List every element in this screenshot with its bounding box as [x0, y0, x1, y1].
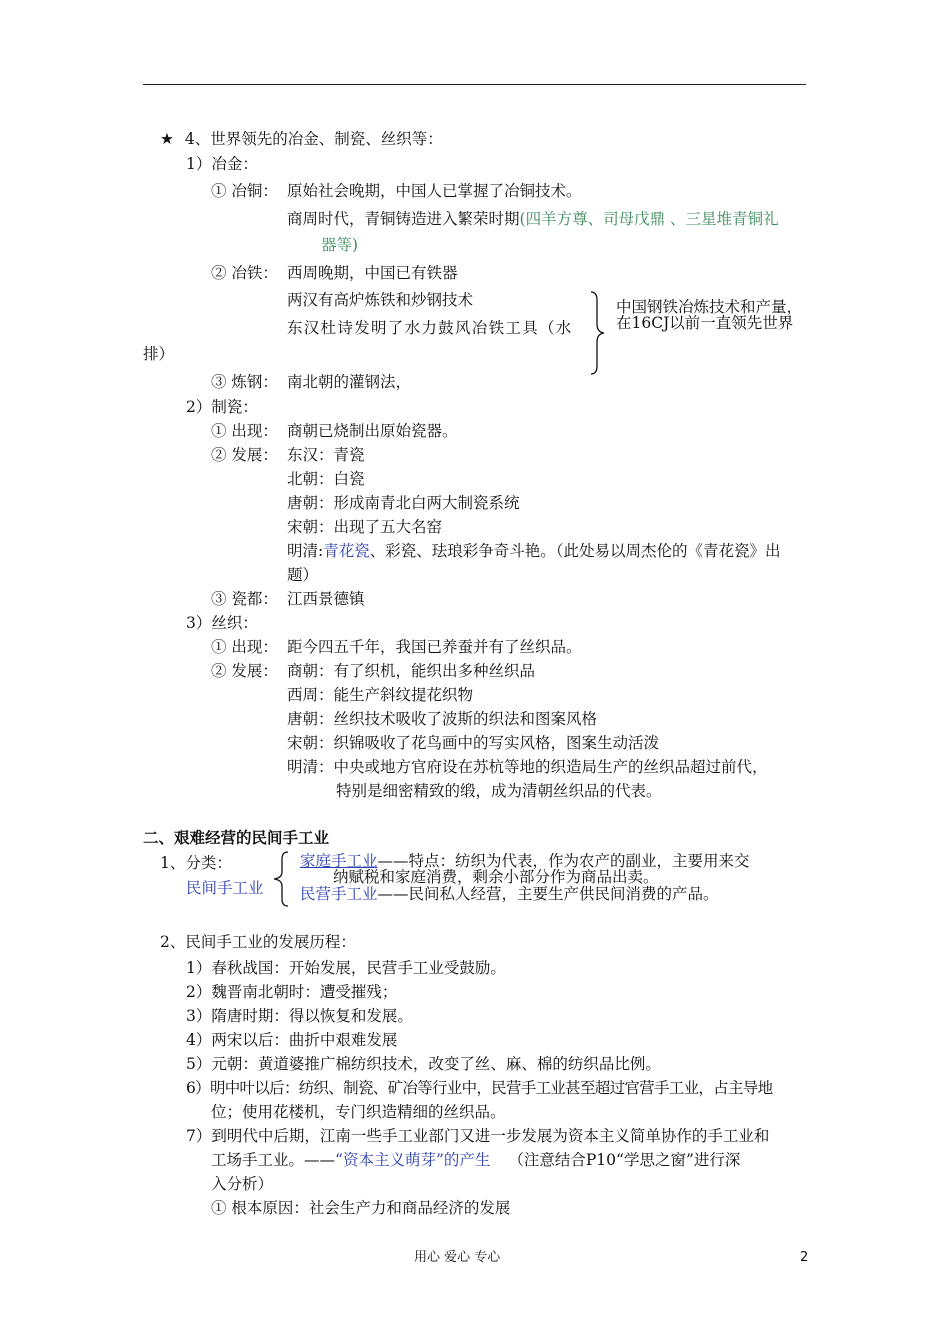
licheng-item-6: 6）明中叶以后：纺织、制瓷、矿冶等行业中，民营手工业甚至超过官营手工业，占主导地	[186, 1079, 773, 1097]
licheng-item-1: 1）春秋战国：开始发展，民营手工业受鼓励。	[186, 959, 506, 977]
fenlei-label: 1、分类：	[160, 854, 232, 872]
zhici-fazhan-label: ② 发展：	[211, 446, 278, 464]
sizhi-fazhan-label: ② 发展：	[211, 662, 278, 680]
sizhi-fazhan-4: 宋朝：织锦吸收了花鸟画中的写实风格，图案生动活泼	[287, 734, 660, 752]
section-2-title: 二、艰难经营的民间手工业	[143, 828, 330, 847]
gang-line-1: 南北朝的灌钢法，	[287, 373, 412, 391]
header-rule	[143, 84, 806, 85]
jiating-line-2: 纳赋税和家庭消费，剩余小部分作为商品出卖。	[333, 868, 659, 886]
cidu-label: ③ 瓷都：	[211, 590, 278, 608]
yejin-heading: 1）冶金：	[186, 155, 258, 173]
tie-note-1: 中国钢铁冶炼技术和产量，	[616, 298, 803, 316]
zhici-fazhan-5: 明清:青花瓷、彩瓷、珐琅彩争奇斗艳。（此处易以周杰伦的《青花瓷》出	[287, 542, 781, 560]
tong-note-cont: 器等)	[321, 236, 359, 254]
zhici-fazhan-1: 东汉：青瓷	[287, 446, 365, 464]
sizhi-fazhan-3: 唐朝：丝织技术吸收了波斯的织法和图案风格	[287, 710, 598, 728]
sizhi-heading: 3）丝织：	[186, 614, 258, 632]
jiating-label: 家庭手工业	[300, 852, 378, 870]
tong-line-2: 商周时代，青铜铸造进入繁荣时期(四羊方尊、司母戊鼎 、三星堆青铜礼	[287, 210, 779, 228]
cidu: 江西景德镇	[287, 590, 365, 608]
gang-label: ③ 炼钢：	[211, 373, 278, 391]
page-number: 2	[800, 1250, 809, 1265]
tong-line-1: 原始社会晚期，中国人已掌握了冶铜技术。	[287, 182, 582, 200]
tie-line-2: 两汉有高炉炼铁和炒钢技术	[287, 291, 474, 309]
qinghuaci-link: 青花瓷	[323, 542, 370, 560]
tie-line-3-cont: 排）	[143, 345, 175, 363]
licheng-item-6-cont: 位；使用花楼机，专门织造精细的丝织品。	[211, 1103, 506, 1121]
tong-label: ① 冶铜：	[211, 182, 278, 200]
licheng-item-2: 2）魏晋南北朝时：遭受摧残；	[186, 983, 398, 1001]
minjian-label: 民间手工业	[186, 879, 264, 897]
tie-note-2: 在16CJ以前一直领先世界	[616, 314, 794, 332]
licheng-item-4: 4）两宋以后：曲折中艰难发展	[186, 1031, 398, 1049]
jiating-line-1: 家庭手工业——特点：纺织为代表，作为农产的副业，主要用来交	[300, 852, 750, 870]
licheng-title: 2、民间手工业的发展历程：	[160, 933, 356, 951]
zhici-fazhan-4: 宋朝：出现了五大名窑	[287, 518, 443, 536]
minying-line: 民营手工业——民间私人经营，主要生产供民间消费的产品。	[300, 885, 719, 903]
tie-line-3: 东汉杜诗发明了水力鼓风冶铁工具（水	[287, 319, 573, 337]
curly-brace-icon	[588, 290, 608, 376]
zhici-chuxian: 商朝已烧制出原始瓷器。	[287, 422, 458, 440]
licheng-item-3: 3）隋唐时期：得以恢复和发展。	[186, 1007, 413, 1025]
licheng-item-7-cont2: 入分析）	[211, 1175, 274, 1193]
sizhi-fazhan-5-cont: 特别是细密精致的缎，成为清朝丝织品的代表。	[336, 782, 662, 800]
zhici-chuxian-label: ① 出现：	[211, 422, 278, 440]
tong-note: (四羊方尊、司母戊鼎 、三星堆青铜礼	[519, 210, 779, 228]
sizhi-chuxian-label: ① 出现：	[211, 638, 278, 656]
footer-motto: 用心 爱心 专心	[414, 1250, 501, 1265]
zhici-fazhan-5-cont: 题）	[287, 566, 319, 584]
minying-label: 民营手工业	[300, 885, 378, 903]
zibenzhuyi-mengya: “资本主义萌芽”的产生	[335, 1151, 491, 1169]
tie-label: ② 冶铁：	[211, 264, 278, 282]
tie-line-1: 西周晚期，中国已有铁器	[287, 264, 458, 282]
licheng-item-7: 7）到明代中后期，江南一些手工业部门又进一步发展为资本主义简单协作的手工业和	[186, 1127, 770, 1145]
sizhi-chuxian: 距今四五千年，我国已养蚕并有了丝织品。	[287, 638, 582, 656]
licheng-item-5: 5）元朝：黄道婆推广棉纺织技术，改变了丝、麻、棉的纺织品比例。	[186, 1055, 661, 1073]
sizhi-fazhan-1: 商朝：有了织机，能织出多种丝织品	[287, 662, 536, 680]
sizhi-fazhan-5: 明清：中央或地方官府设在苏杭等地的织造局生产的丝织品超过前代，	[287, 758, 768, 776]
zhici-fazhan-2: 北朝：白瓷	[287, 470, 365, 488]
zhici-heading: 2）制瓷：	[186, 398, 258, 416]
star-icon: ★	[160, 130, 174, 148]
section-4-title: ★ 4、世界领先的冶金、制瓷、丝织等：	[160, 130, 443, 148]
curly-brace-icon	[270, 850, 292, 908]
licheng-item-7-cont: 工场手工业。——“资本主义萌芽”的产生 （注意结合P10“学思之窗”进行深	[211, 1151, 741, 1169]
sizhi-fazhan-2: 西周：能生产斜纹提花织物	[287, 686, 474, 704]
zhici-fazhan-3: 唐朝：形成南青北白两大制瓷系统	[287, 494, 520, 512]
genben-yuanyin: ① 根本原因：社会生产力和商品经济的发展	[211, 1199, 511, 1217]
